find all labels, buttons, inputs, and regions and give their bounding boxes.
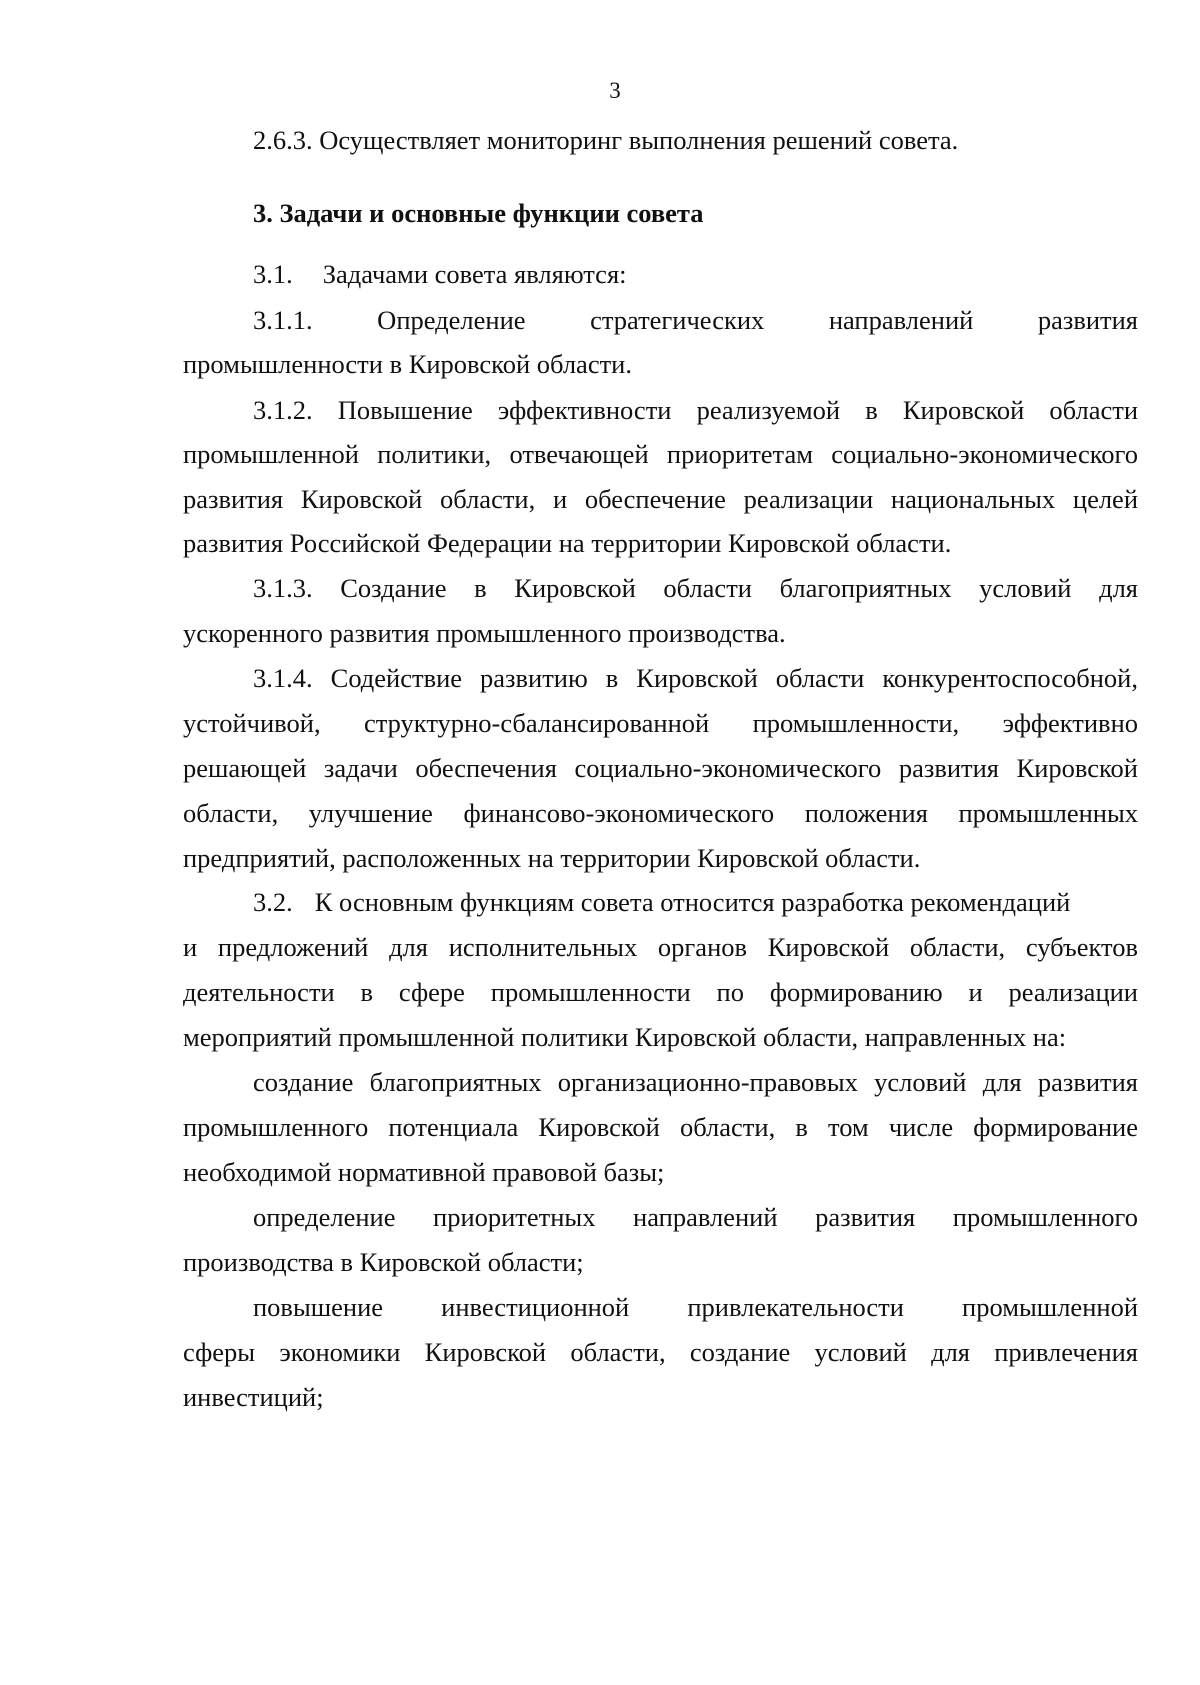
paragraph-3-2-line-1 bbox=[253, 887, 1138, 917]
bullet-1-line-2: промышленного потенциала Кировской области, в том числе формирование bbox=[183, 1112, 1138, 1142]
paragraph-2-6-3: 2.6.3. Осуществляет мониторинг выполнения решений совета. bbox=[253, 125, 959, 155]
bullet-3-line-1: повышение инвестиционной привлекательности промышленной bbox=[253, 1292, 1138, 1322]
paragraph-3-1-2-line-4: развития Российской Федерации на территории Кировской области. bbox=[183, 528, 952, 558]
paragraph-3-1-text: Задачами совета являются: bbox=[322, 259, 627, 289]
paragraph-3-2-line-2: и предложений для исполнительных органов Кировской области, субъектов bbox=[183, 932, 1138, 962]
bullet-3-line-2: сферы экономики Кировской области, создание условий для привлечения bbox=[183, 1337, 1138, 1367]
paragraph-3-1-3-line-1: 3.1.3. Создание в Кировской области благоприятных условий для bbox=[253, 573, 1138, 603]
paragraph-3-1-4-line-3: решающей задачи обеспечения социально-экономического развития Кировской bbox=[183, 753, 1138, 783]
paragraph-3-1-2-line-1: 3.1.2. Повышение эффективности реализуемой в Кировской области bbox=[253, 395, 1138, 425]
bullet-1-line-3: необходимой нормативной правовой базы; bbox=[183, 1157, 665, 1187]
paragraph-3-2-text: К основным функциям совета относится разработка рекомендаций bbox=[314, 887, 1071, 917]
bullet-2-line-2: производства в Кировской области; bbox=[183, 1247, 584, 1277]
paragraph-3-2-line-3: деятельности в сфере промышленности по формированию и реализации bbox=[183, 977, 1138, 1007]
paragraph-3-1-4-line-4: области, улучшение финансово-экономического положения промышленных bbox=[183, 798, 1138, 828]
bullet-2-line-1: определение приоритетных направлений развития промышленного bbox=[253, 1202, 1138, 1232]
paragraph-3-1-1-line-1: 3.1.1. Определение стратегических направлений развития bbox=[253, 305, 1138, 335]
paragraph-3-1-1-line-2: промышленности в Кировской области. bbox=[183, 349, 632, 379]
paragraph-3-1-4-line-1: 3.1.4. Содействие развитию в Кировской области конкурентоспособной, bbox=[253, 663, 1138, 693]
paragraph-3-1-number: 3.1. bbox=[253, 259, 293, 289]
paragraph-3-1-2-line-2: промышленной политики, отвечающей приоритетам социально-экономического bbox=[183, 439, 1138, 469]
paragraph-3-1-2-line-3: развития Кировской области, и обеспечение реализации национальных целей bbox=[183, 484, 1138, 514]
paragraph-3-2-number: 3.2. bbox=[253, 887, 293, 917]
bullet-3-line-3: инвестиций; bbox=[183, 1382, 324, 1412]
paragraph-3-1-3-line-2: ускоренного развития промышленного производства. bbox=[183, 618, 786, 648]
paragraph-3-1-4-line-5: предприятий, расположенных на территории Кировской области. bbox=[183, 843, 921, 873]
section-heading: 3. Задачи и основные функции совета bbox=[253, 198, 704, 228]
paragraph-3-1-4-line-2: устойчивой, структурно-сбалансированной промышленности, эффективно bbox=[183, 708, 1138, 738]
page-number: 3 bbox=[609, 78, 621, 103]
paragraph-3-2-line-4: мероприятий промышленной политики Кировской области, направленных на: bbox=[183, 1022, 1067, 1052]
bullet-1-line-1: создание благоприятных организационно-правовых условий для развития bbox=[253, 1067, 1138, 1097]
paragraph-3-1 bbox=[253, 259, 1138, 289]
